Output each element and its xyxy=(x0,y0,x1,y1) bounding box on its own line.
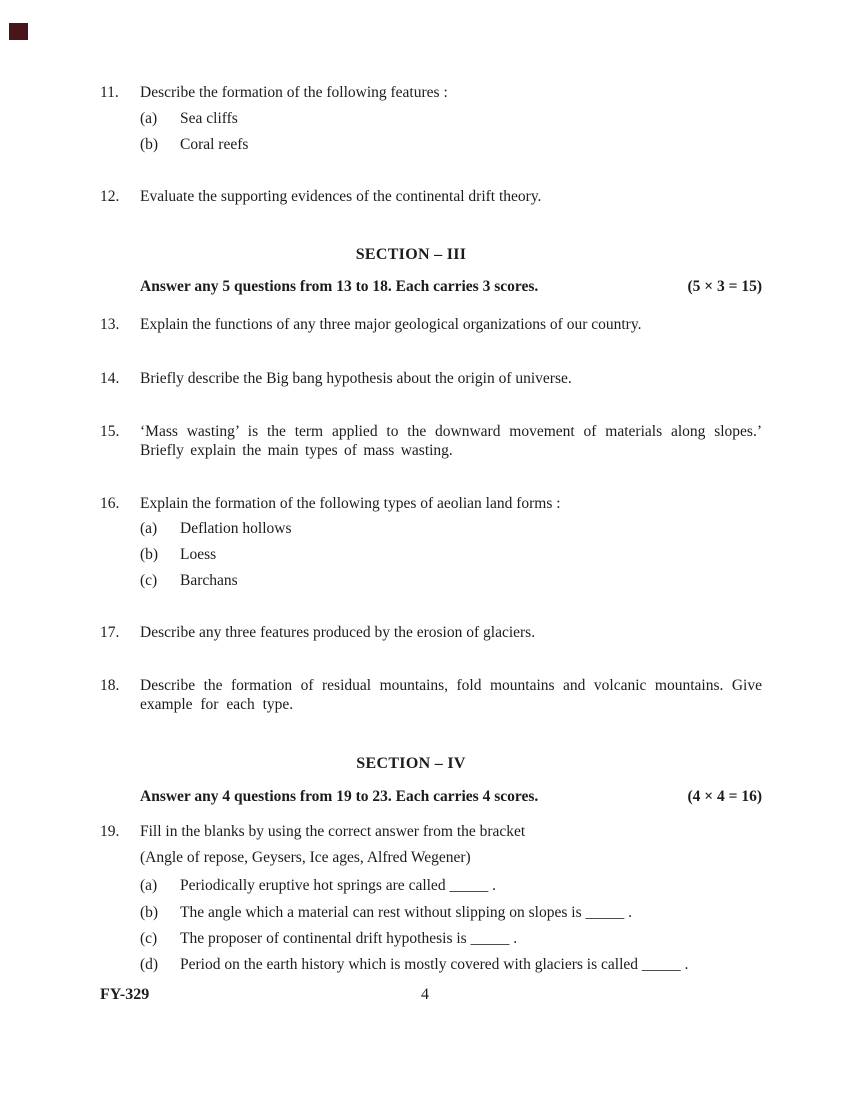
part-label: (c) xyxy=(140,572,158,589)
question-text: ‘Mass wasting’ is the term applied to the downward movement of materials along slopes.’ Briefly explain the main types of mass wasting. xyxy=(140,423,762,459)
section-3-instruction-row xyxy=(140,278,762,297)
part-text: Coral reefs xyxy=(180,136,249,153)
question-11-part-a xyxy=(140,110,780,129)
section-3-marks: (5 × 3 = 15) xyxy=(687,278,762,295)
question-number: 13. xyxy=(100,316,120,333)
part-label: (b) xyxy=(140,546,159,563)
section-4-heading: SECTION – IV xyxy=(356,755,466,772)
part-text: The proposer of continental drift hypothesis is _____ . xyxy=(180,930,518,947)
question-13 xyxy=(100,316,762,335)
question-number: 14. xyxy=(100,370,120,387)
part-label: (b) xyxy=(140,904,159,921)
question-text: Fill in the blanks by using the correct answer from the bracket xyxy=(140,823,526,840)
section-3-instruction: Answer any 5 questions from 13 to 18. Each carries 3 scores. xyxy=(140,278,539,295)
part-label: (a) xyxy=(140,877,158,894)
question-text: Briefly describe the Big bang hypothesis about the origin of universe. xyxy=(140,370,572,387)
part-label: (a) xyxy=(140,110,158,127)
question-text: Explain the formation of the following types of aeolian land forms : xyxy=(140,495,561,512)
question-number: 15. xyxy=(100,423,120,440)
question-11-part-b xyxy=(140,136,780,155)
question-19-part-d xyxy=(140,956,780,975)
part-text: The angle which a material can rest without slipping on slopes is _____ . xyxy=(180,904,632,921)
section-4-marks: (4 × 4 = 16) xyxy=(687,788,762,805)
section-4-instruction-row xyxy=(140,788,762,807)
question-12 xyxy=(100,188,762,207)
question-text: Describe the formation of residual mountains, fold mountains and volcanic mountains. Give example for each type. xyxy=(140,677,762,713)
question-number: 19. xyxy=(100,823,120,840)
question-16 xyxy=(100,495,762,514)
question-19-bracket xyxy=(140,849,780,868)
paper-code: FY-329 xyxy=(100,986,150,1003)
question-number: 16. xyxy=(100,495,120,512)
question-18 xyxy=(100,677,762,714)
page-number: 4 xyxy=(421,986,429,1003)
question-19-part-a xyxy=(140,877,780,896)
question-16-part-c xyxy=(140,572,780,591)
scan-artifact-mark xyxy=(9,23,28,40)
part-label: (a) xyxy=(140,520,158,537)
section-4-instruction: Answer any 4 questions from 19 to 23. Each carries 4 scores. xyxy=(140,788,539,805)
section-3-heading: SECTION – III xyxy=(355,246,467,263)
question-number: 12. xyxy=(100,188,120,205)
question-16-part-a xyxy=(140,520,780,539)
question-number: 11. xyxy=(100,84,119,101)
part-label: (d) xyxy=(140,956,159,973)
question-17 xyxy=(100,624,762,643)
part-text: Period on the earth history which is mostly covered with glaciers is called _____ . xyxy=(180,956,689,973)
question-text: Describe the formation of the following features : xyxy=(140,84,448,101)
question-number: 18. xyxy=(100,677,120,694)
question-text: Describe any three features produced by the erosion of glaciers. xyxy=(140,624,536,641)
question-16-part-b xyxy=(140,546,780,565)
part-label: (b) xyxy=(140,136,159,153)
part-text: Deflation hollows xyxy=(180,520,292,537)
part-text: Periodically eruptive hot springs are called _____ . xyxy=(180,877,496,894)
question-15 xyxy=(100,423,762,460)
question-19-part-b xyxy=(140,904,780,923)
question-text: Explain the functions of any three major geological organizations of our country. xyxy=(140,316,642,333)
part-text: Barchans xyxy=(180,572,238,589)
part-text: Sea cliffs xyxy=(180,110,238,127)
question-19-part-c xyxy=(140,930,780,949)
question-19 xyxy=(100,823,762,842)
part-text: Loess xyxy=(180,546,217,563)
question-14 xyxy=(100,370,762,389)
question-text: Evaluate the supporting evidences of the continental drift theory. xyxy=(140,188,542,205)
question-11 xyxy=(100,84,762,103)
question-number: 17. xyxy=(100,624,120,641)
part-label: (c) xyxy=(140,930,158,947)
bracket-options: (Angle of repose, Geysers, Ice ages, Alfred Wegener) xyxy=(140,849,471,866)
